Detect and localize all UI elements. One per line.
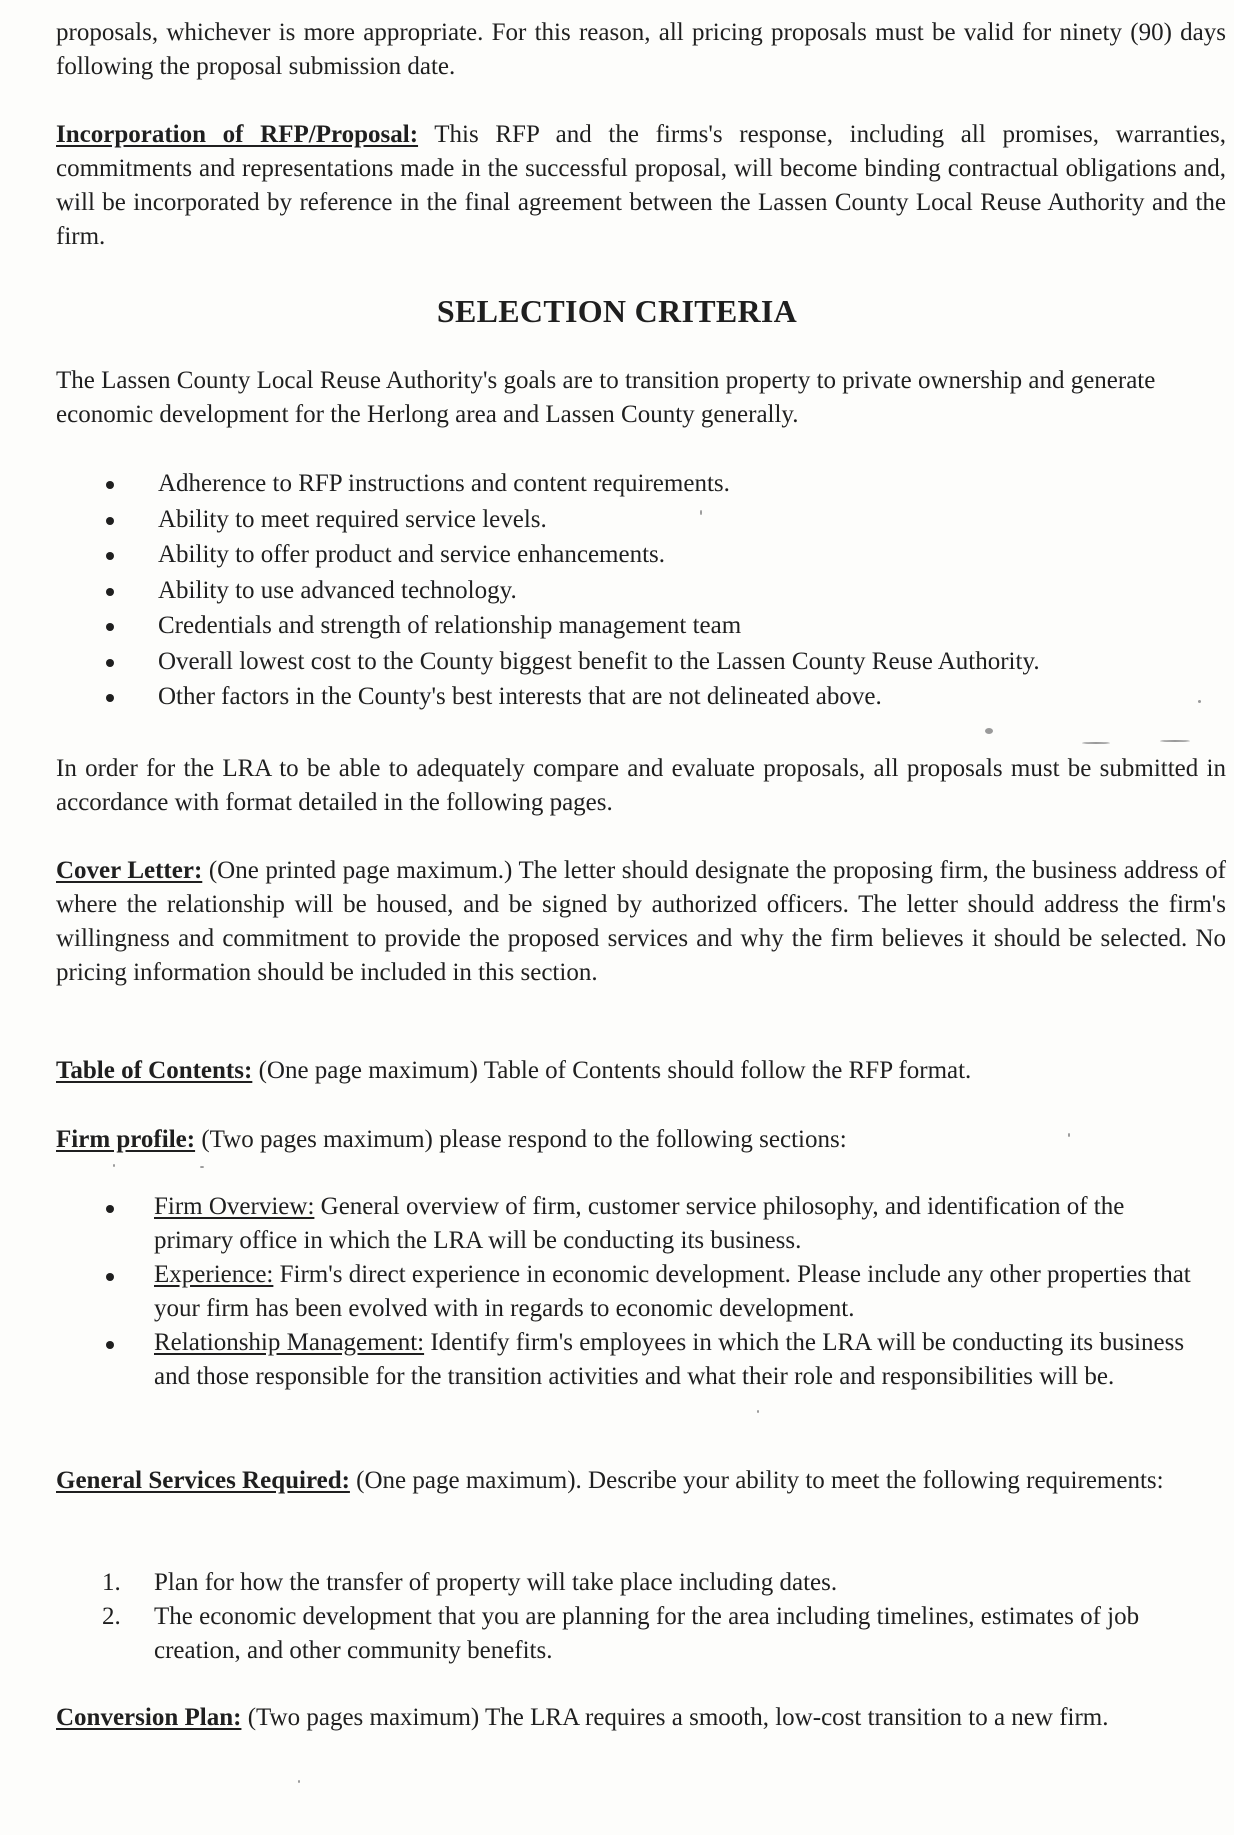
scan-speck	[1082, 742, 1110, 744]
criteria-list-container	[56, 466, 1226, 715]
firm-profile-paragraph	[56, 1123, 1226, 1157]
firm-overview-text: General overview of firm, customer service philosophy, and identification of the primary office in which the LRA will be conducting its business.	[154, 1193, 1125, 1254]
incorporation-paragraph	[56, 118, 1226, 254]
list-item	[56, 573, 1226, 609]
scan-speck	[113, 1164, 115, 1167]
general-services-paragraph	[56, 1464, 1216, 1498]
bullet-icon	[106, 552, 114, 560]
criteria-item-text: Adherence to RFP instructions and content requirements.	[158, 470, 730, 497]
criteria-list	[56, 466, 1226, 715]
cover-letter-paragraph	[56, 854, 1226, 990]
scan-speck	[985, 728, 993, 734]
toc-heading: Table of Contents:	[56, 1057, 253, 1084]
relationship-management-label: Relationship Management:	[154, 1329, 425, 1356]
list-item	[56, 644, 1226, 680]
criteria-item-text: Ability to use advanced technology.	[158, 576, 517, 604]
bullet-icon	[106, 588, 114, 596]
criteria-item-text: Ability to meet required service levels.	[158, 505, 547, 533]
item-text: Plan for how the transfer of property will take place including dates.	[154, 1569, 838, 1596]
cover-letter-heading: Cover Letter:	[56, 857, 203, 884]
incorporation-text: This RFP and the firms's response, including all promises, warranties, commitments and representations made in the successful proposal, will become binding contractual obligations and, will be incorporated by reference in the final agreement between the Lassen County Local Reuse Authority and the firm.	[56, 121, 1227, 250]
scan-speck	[1068, 1133, 1070, 1137]
list-item	[56, 1566, 1206, 1600]
list-item	[56, 502, 1226, 538]
item-text: The economic development that you are planning for the area including timelines, estimates of job creation, and other community benefits.	[154, 1603, 1140, 1664]
incorporation-heading: Incorporation of RFP/Proposal:	[56, 121, 419, 148]
item-number: 1.	[102, 1569, 121, 1596]
scan-speck	[298, 1780, 300, 1783]
criteria-item-text: Overall lowest cost to the County biggest benefit to the Lassen County Reuse Authority.	[158, 647, 1040, 675]
bullet-icon	[106, 1273, 114, 1281]
cover-letter-text: (One printed page maximum.) The letter should designate the proposing firm, the business address of where the relationship will be housed, and be signed by authorized officers. The letter should address the firm's willingness and commitment to provide the proposed services and why the firm believes it should be selected. No pricing information should be included in this section.	[56, 857, 1227, 986]
experience-text: Firm's direct experience in economic development. Please include any other properties that your firm has been evolved with in regards to economic development.	[154, 1261, 1191, 1322]
firm-overview-label: Firm Overview:	[154, 1193, 315, 1220]
conversion-plan-paragraph	[56, 1701, 1216, 1735]
list-item	[56, 1258, 1206, 1326]
list-item	[56, 608, 1226, 644]
compare-text: In order for the LRA to be able to adequately compare and evaluate proposals, all proposals must be submitted in accordance with format detailed in the following pages.	[56, 755, 1226, 816]
firm-profile-list-container	[56, 1190, 1206, 1394]
section-title: SELECTION CRITERIA	[436, 293, 798, 329]
general-services-text: (One page maximum). Describe your ability to meet the following requirements:	[349, 1467, 1164, 1494]
criteria-item-text: Other factors in the County's best interests that are not delineated above.	[158, 683, 882, 710]
scan-speck	[757, 1410, 759, 1413]
firm-profile-list	[56, 1190, 1206, 1394]
general-services-list-container	[56, 1566, 1206, 1668]
scan-speck	[700, 510, 702, 515]
list-item	[56, 679, 1226, 715]
firm-profile-heading: Firm profile:	[56, 1126, 196, 1153]
criteria-item-text: Ability to offer product and service enhancements.	[158, 541, 666, 568]
toc-text: (One page maximum) Table of Contents should follow the RFP format.	[252, 1057, 972, 1084]
goals-paragraph	[56, 364, 1216, 432]
list-item	[56, 537, 1226, 573]
bullet-icon	[106, 623, 114, 631]
criteria-item-text: Credentials and strength of relationship management team	[158, 612, 742, 639]
general-services-list	[56, 1566, 1206, 1668]
list-item	[56, 1326, 1206, 1394]
intro-continuation-text: proposals, whichever is more appropriate. For this reason, all pricing proposals must be valid for ninety (90) days following the proposal submission date.	[56, 19, 1226, 80]
bullet-icon	[106, 481, 114, 489]
scan-speck	[200, 1166, 204, 1168]
bullet-icon	[106, 1341, 114, 1349]
bullet-icon	[106, 694, 114, 702]
bullet-icon	[106, 659, 114, 667]
list-item	[56, 1600, 1206, 1668]
firm-profile-text: (Two pages maximum) please respond to the following sections:	[195, 1126, 847, 1153]
item-number: 2.	[102, 1603, 121, 1630]
relationship-management-text: Identify firm's employees in which the LRA will be conducting its business and those responsible for the transition activities and what their role and responsibilities will be.	[154, 1329, 1185, 1390]
scan-speck	[1160, 740, 1190, 742]
general-services-heading: General Services Required:	[56, 1467, 350, 1494]
scan-speck	[1198, 700, 1201, 703]
intro-continuation-paragraph	[56, 16, 1226, 84]
conversion-plan-heading: Conversion Plan:	[56, 1704, 242, 1731]
list-item	[56, 1190, 1206, 1258]
bullet-icon	[106, 1205, 114, 1213]
experience-label: Experience:	[154, 1261, 274, 1288]
compare-paragraph	[56, 752, 1226, 820]
bullet-icon	[106, 517, 114, 525]
conversion-plan-text: (Two pages maximum) The LRA requires a smooth, low-cost transition to a new firm.	[241, 1704, 1109, 1731]
goals-text: The Lassen County Local Reuse Authority's goals are to transition property to private ownership and generate economic development for the Herlong area and Lassen County generally.	[56, 367, 1156, 428]
list-item	[56, 466, 1226, 502]
toc-paragraph	[56, 1054, 1226, 1088]
